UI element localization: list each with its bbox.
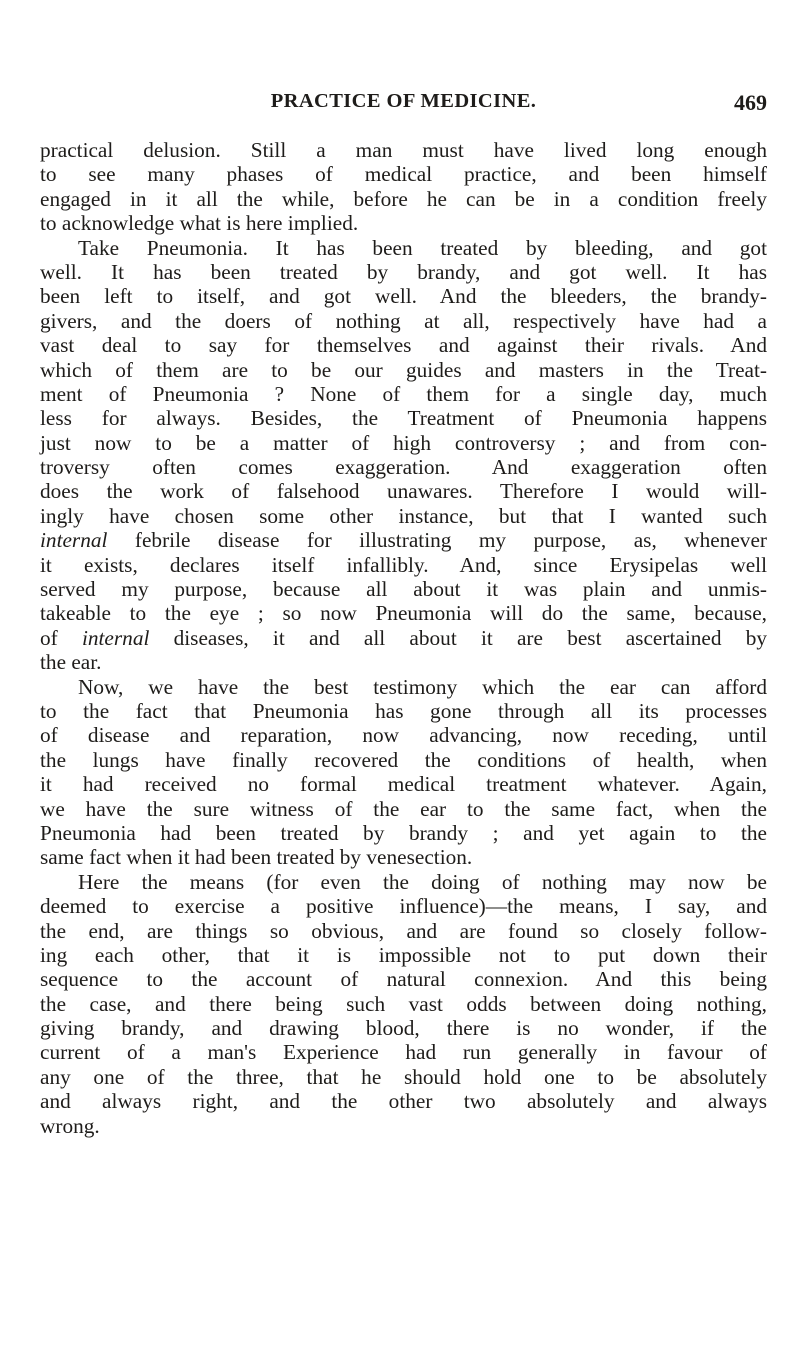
running-head: [40, 90, 767, 120]
paragraph-1: [40, 138, 767, 236]
text-line: the lungs have finally recovered the conditions of health, when: [40, 747, 767, 772]
text-line: takeable to the eye ; so now Pneumonia will do the same, because,: [40, 601, 767, 626]
text-line: to see many phases of medical practice, and been himself: [40, 162, 767, 187]
italic-emphasis: internal: [40, 528, 108, 553]
text-line: which of them are to be our guides and masters in the Treat-: [40, 357, 767, 382]
text-line: Now, we have the best testimony which the ear can afford: [78, 674, 767, 699]
text-line: of internal diseases, it and all about it are best ascertained by: [40, 625, 767, 650]
text-line: of disease and reparation, now advancing, now receding, until: [40, 723, 767, 748]
paragraph-4: [40, 870, 767, 1138]
text-line: we have the sure witness of the ear to the same fact, when the: [40, 796, 767, 821]
paragraph-2: [40, 236, 767, 675]
text-line: Here the means (for even the doing of nothing may now be: [78, 869, 767, 894]
text-line: and always right, and the other two absolutely and always: [40, 1089, 767, 1114]
text-line: to acknowledge what is here implied.: [40, 211, 359, 236]
page-number: 469: [734, 90, 767, 115]
text-line: internal febrile disease for illustrating my purpose, as, whenever: [40, 528, 767, 553]
text-line: the ear.: [40, 650, 102, 675]
text-line: ing each other, that it is impossible not to put down their: [40, 942, 767, 967]
text-line: Pneumonia had been treated by brandy ; and yet again to the: [40, 820, 767, 845]
text-line: it exists, declares itself infallibly. And, since Erysipelas well: [40, 552, 767, 577]
running-title: PRACTICE OF MEDICINE.: [270, 90, 537, 112]
text-line: sequence to the account of natural connexion. And this being: [40, 967, 767, 992]
text-line: deemed to exercise a positive influence)—the means, I say, and: [40, 894, 767, 919]
text-line: any one of the three, that he should hold one to be absolutely: [40, 1064, 767, 1089]
body-text: [40, 138, 767, 1138]
text-line: just now to be a matter of high controversy ; and from con-: [40, 430, 767, 455]
text-line: wrong.: [40, 1113, 100, 1138]
paragraph-3: [40, 675, 767, 870]
text-line: well. It has been treated by brandy, and got well. It has: [40, 259, 767, 284]
text-line: same fact when it had been treated by venesection.: [40, 845, 473, 870]
text-line: it had received no formal medical treatment whatever. Again,: [40, 772, 767, 797]
text-line: troversy often comes exaggeration. And exaggeration often: [40, 455, 767, 480]
text-line: vast deal to say for themselves and against their rivals. And: [40, 333, 767, 358]
text-line: current of a man's Experience had run generally in favour of: [40, 1040, 767, 1065]
text-line: engaged in it all the while, before he can be in a condition freely: [40, 186, 767, 211]
italic-emphasis: internal: [81, 625, 150, 650]
text-line: givers, and the doers of nothing at all, respectively have had a: [40, 308, 767, 333]
text-line: ment of Pneumonia ? None of them for a single day, much: [40, 381, 767, 406]
text-line: less for always. Besides, the Treatment of Pneumonia happens: [40, 406, 767, 431]
text-line: the end, are things so obvious, and are found so closely follow-: [40, 918, 767, 943]
text-line: served my purpose, because all about it was plain and unmis-: [40, 577, 767, 602]
text-line: practical delusion. Still a man must have lived long enough: [40, 138, 767, 162]
text-line: giving brandy, and drawing blood, there is no wonder, if the: [40, 1016, 767, 1041]
text-line: to the fact that Pneumonia has gone through all its processes: [40, 698, 767, 723]
text-line: the case, and there being such vast odds between doing nothing,: [40, 991, 767, 1016]
text-line: been left to itself, and got well. And the bleeders, the brandy-: [40, 284, 767, 309]
text-line: Take Pneumonia. It has been treated by bleeding, and got: [78, 235, 767, 260]
text-line: ingly have chosen some other instance, but that I wanted such: [40, 503, 767, 528]
text-line: does the work of falsehood unawares. Therefore I would will-: [40, 479, 767, 504]
